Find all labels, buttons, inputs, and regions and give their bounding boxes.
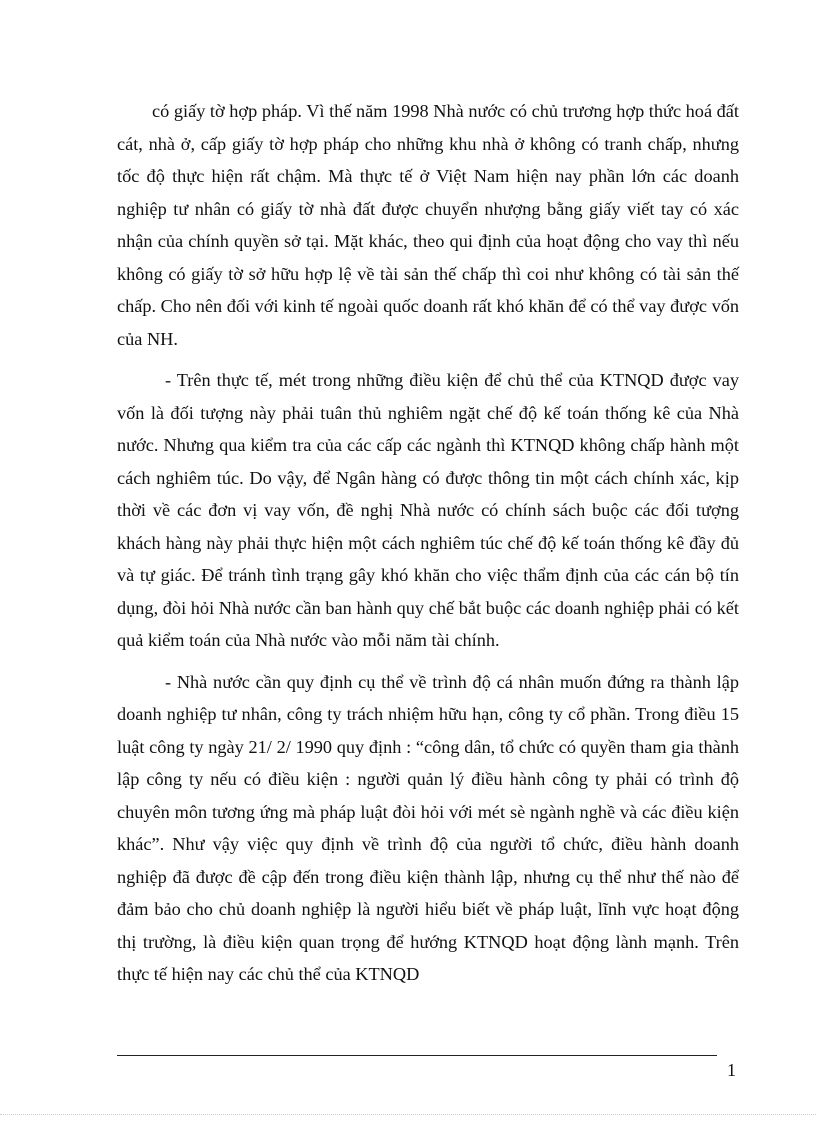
paragraph-3: - Nhà nước cần quy định cụ thể về trình độ cá nhân muốn đứng ra thành lập doanh nghiệp tư nhân, công ty trách nhiệm hữu hạn, công ty cổ phần. Trong điều 15 luật công ty ngày 21/ 2/ 1990 quy định : “công dân, tổ chức có quyền tham gia thành lập công ty nếu có điều kiện : người quản lý điều hành công ty phải có trình độ chuyên môn tương ứng mà pháp luật đòi hỏi với mét sè ngành nghề và các điều kiện khác”. Như vậy việc quy định về trình độ của người tổ chức, điều hành doanh nghiệp đã được đề cập đến trong điều kiện thành lập, nhưng cụ thể như thế nào để đảm bảo cho chủ doanh nghiệp là người hiểu biết về pháp luật, lĩnh vực hoạt động thị trường, là điều kiện quan trọng để hướng KTNQD hoạt động lành mạnh. Trên thực tế hiện nay các chủ thể của KTNQD <box>117 671 739 984</box>
page-bottom-margin-guide <box>0 1114 816 1115</box>
paragraph-1: có giấy tờ hợp pháp. Vì thế năm 1998 Nhà nước có chủ trương hợp thức hoá đất cát, nhà ở, cấp giấy tờ hợp pháp cho những khu nhà ở không có tranh chấp, nhưng tốc độ thực hiện rất chậm. Mà thực tế ở Việt Nam hiện nay phần lớn các doanh nghiệp tư nhân có giấy tờ nhà đất được chuyển nhượng bằng giấy viết tay có xác nhận của chính quyền sở tại. Mặt khác, theo qui định của hoạt động cho vay thì nếu không có giấy tờ sở hữu hợp lệ về tài sản thế chấp thì coi như không có tài sản thế chấp. Cho nên đối với kinh tế ngoài quốc doanh rất khó khăn để có thể vay được vốn của NH. <box>117 101 739 349</box>
body-text <box>117 95 739 991</box>
paragraph-2: - Trên thực tế, mét trong những điều kiện để chủ thể của KTNQD được vay vốn là đối tượng này phải tuân thủ nghiêm ngặt chế độ kế toán thống kê của Nhà nước. Nhưng qua kiểm tra của các cấp các ngành thì KTNQD không chấp hành một cách nghiêm túc. Do vậy, để Ngân hàng có được thông tin một cách chính xác, kịp thời về các đơn vị vay vốn, đề nghị Nhà nước có chính sách buộc các đối tượng khách hàng này phải thực hiện một cách nghiêm túc chế độ kế toán thống kê đầy đủ và tự giác. Để tránh tình trạng gây khó khăn cho việc thẩm định của các cán bộ tín dụng, đòi hỏi Nhà nước cần ban hành quy chế bắt buộc các doanh nghiệp phải có kết quả kiểm toán của Nhà nước vào mỗi năm tài chính. <box>117 370 739 650</box>
footer-divider <box>117 1055 717 1056</box>
page-number: 1 <box>727 1060 736 1080</box>
